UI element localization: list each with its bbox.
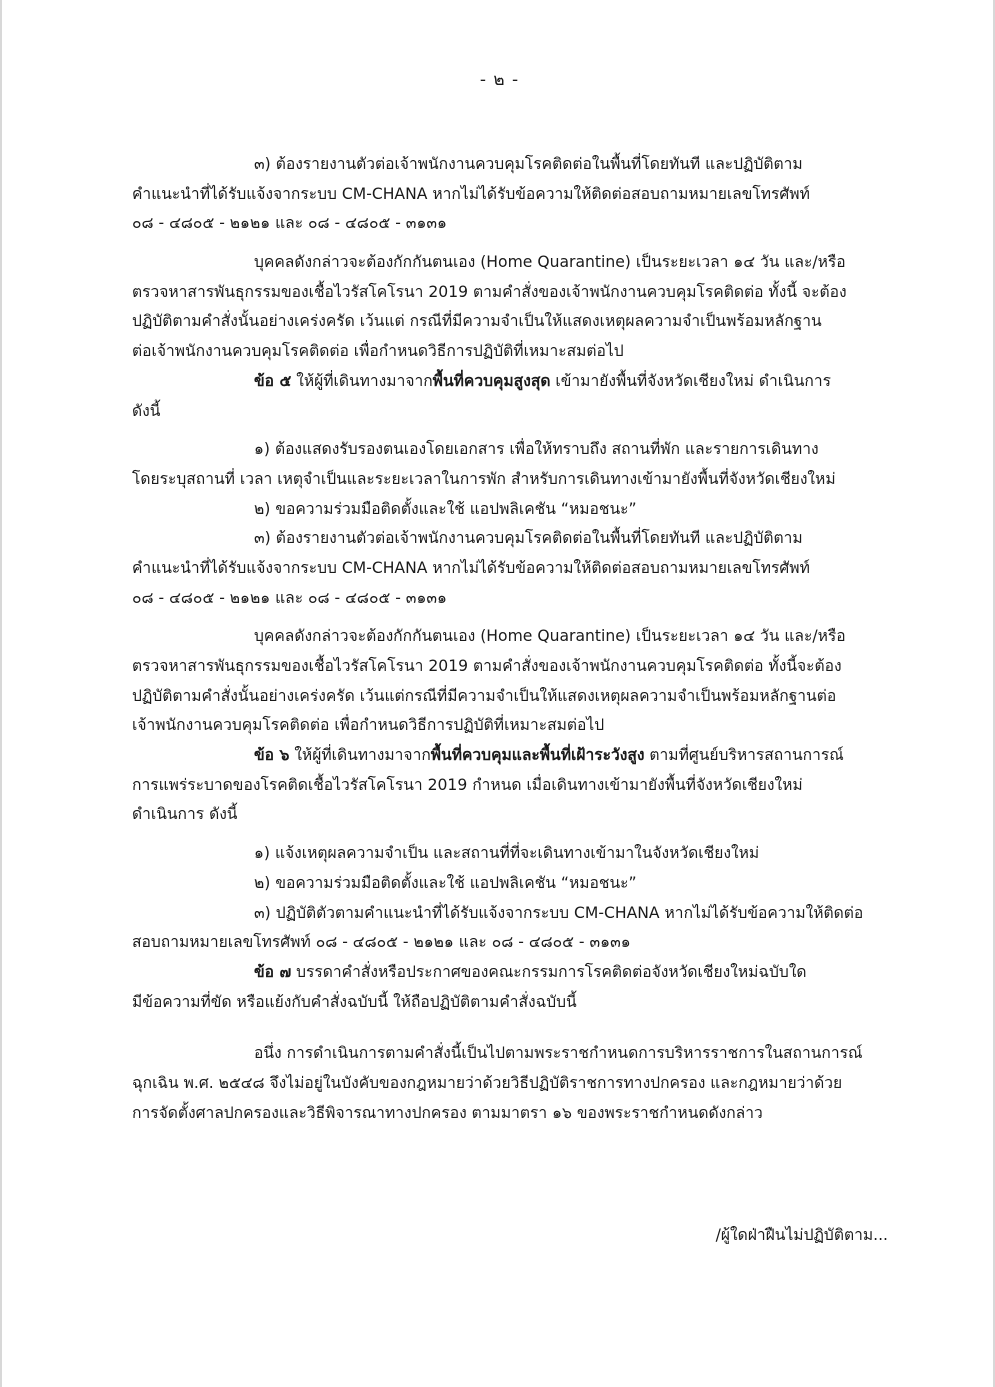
text-line: ๓) ต้องรายงานตัวต่อเจ้าพนักงานควบคุมโรคติดต่อในพื้นที่โดยทันที และปฏิบัติตาม bbox=[254, 529, 803, 548]
clause-6-heading bbox=[132, 741, 892, 771]
text-line: ต่อเจ้าพนักงานควบคุมโรคติดต่อ เพื่อกำหนดวิธีการปฏิบัติที่เหมาะสมต่อไป bbox=[132, 342, 624, 361]
clause-text: ให้ผู้ที่เดินทางมาจาก bbox=[291, 371, 433, 390]
clause-emphasis: พื้นที่ควบคุมสูงสุด bbox=[432, 371, 551, 390]
text-line: ๑) ต้องแสดงรับรองตนเองโดยเอกสาร เพื่อให้ทราบถึง สถานที่พัก และรายการเดินทาง bbox=[254, 440, 819, 459]
clause-text: ตามที่ศูนย์บริหารสถานการณ์ bbox=[644, 746, 844, 765]
text-line: มีข้อความที่ขัด หรือแย้งกับคำสั่งฉบับนี้ ให้ถือปฏิบัติตามคำสั่งฉบับนี้ bbox=[132, 992, 577, 1011]
text-line: ๐๘ - ๔๘๐๕ - ๒๑๒๑ และ ๐๘ - ๔๘๐๕ - ๓๑๓๑ bbox=[132, 214, 447, 233]
continuation-note: /ผู้ใดฝ่าฝืนไม่ปฏิบัติตาม... bbox=[715, 1226, 888, 1244]
clause-text: ให้ผู้ที่เดินทางมาจาก bbox=[289, 746, 431, 765]
text-line: โดยระบุสถานที่ เวลา เหตุจำเป็นและระยะเวลาในการพัก สำหรับการเดินทางเข้ามายังพื้นที่จังหวัดเชียงใหม่ bbox=[132, 469, 836, 488]
text-line: สอบถามหมายเลขโทรศัพท์ ๐๘ - ๔๘๐๕ - ๒๑๒๑ และ ๐๘ - ๔๘๐๕ - ๓๑๓๑ bbox=[132, 933, 631, 952]
text-line: ดังนี้ bbox=[132, 401, 161, 420]
text-line: บุคคลดังกล่าวจะต้องกักกันตนเอง (Home Quarantine) เป็นระยะเวลา ๑๔ วัน และ/หรือ bbox=[254, 253, 846, 272]
text-line: ๒) ขอความร่วมมือติดตั้งและใช้ แอปพลิเคชัน “หมอชนะ” bbox=[254, 499, 637, 518]
page-number: - ๒ - bbox=[479, 70, 520, 90]
clause-text: บรรดาคำสั่งหรือประกาศของคณะกรรมการโรคติดต่อจังหวัดเชียงใหม่ฉบับใด bbox=[291, 962, 807, 981]
text-line: เจ้าพนักงานควบคุมโรคติดต่อ เพื่อกำหนดวิธีการปฏิบัติที่เหมาะสมต่อไป bbox=[132, 716, 605, 735]
text-line: ตรวจหาสารพันธุกรรมของเชื้อไวรัสโคโรนา 2019 ตามคำสั่งของเจ้าพนักงานควบคุมโรคติดต่อ ทั้งนี้จะต้อง bbox=[132, 657, 842, 675]
document-body bbox=[132, 150, 892, 1128]
text-line: ดำเนินการ ดังนี้ bbox=[132, 805, 238, 824]
text-line: การแพร่ระบาดของโรคติดเชื้อไวรัสโคโรนา 2019 กำหนด เมื่อเดินทางเข้ามายังพื้นที่จังหวัดเชียงใหม่ bbox=[132, 775, 803, 794]
clause-number: ข้อ ๖ bbox=[254, 746, 290, 765]
text-line: คำแนะนำที่ได้รับแจ้งจากระบบ CM-CHANA หากไม่ได้รับข้อความให้ติดต่อสอบถามหมายเลขโทรศัพท์ bbox=[132, 558, 810, 577]
text-line: ตรวจหาสารพันธุกรรมของเชื้อไวรัสโคโรนา 2019 ตามคำสั่งของเจ้าพนักงานควบคุมโรคติดต่อ ทั้งนี้ จะต้อง bbox=[132, 282, 847, 301]
clause-text: เข้ามายังพื้นที่จังหวัดเชียงใหม่ ดำเนินการ bbox=[550, 371, 831, 390]
text-line: ปฏิบัติตามคำสั่งนั้นอย่างเคร่งครัด เว้นแต่กรณีที่มีความจำเป็นให้แสดงเหตุผลความจำเป็นพร้อมหลักฐานต่อ bbox=[132, 686, 837, 705]
text-line: ๓) ปฏิบัติตัวตามคำแนะนำที่ได้รับแจ้งจากระบบ CM-CHANA หากไม่ได้รับข้อความให้ติดต่อ bbox=[254, 903, 864, 922]
text-line: ๒) ขอความร่วมมือติดตั้งและใช้ แอปพลิเคชัน “หมอชนะ” bbox=[254, 873, 637, 892]
clause-number: ข้อ ๕ bbox=[254, 371, 292, 390]
text-line: ปฏิบัติตามคำสั่งนั้นอย่างเคร่งครัด เว้นแต่ กรณีที่มีความจำเป็นให้แสดงเหตุผลความจำเป็นพร้อมหลักฐาน bbox=[132, 312, 822, 331]
clause-5-heading bbox=[132, 367, 892, 397]
text-line: ๐๘ - ๔๘๐๕ - ๒๑๒๑ และ ๐๘ - ๔๘๐๕ - ๓๑๓๑ bbox=[132, 588, 447, 607]
text-line: คำแนะนำที่ได้รับแจ้งจากระบบ CM-CHANA หากไม่ได้รับข้อความให้ติดต่อสอบถามหมายเลขโทรศัพท์ bbox=[132, 184, 810, 203]
text-line: ๓) ต้องรายงานตัวต่อเจ้าพนักงานควบคุมโรคติดต่อในพื้นที่โดยทันที และปฏิบัติตาม bbox=[254, 155, 803, 173]
text-line: อนึ่ง การดำเนินการตามคำสั่งนี้เป็นไปตามพระราชกำหนดการบริหารราชการในสถานการณ์ bbox=[254, 1044, 863, 1063]
clause-7-heading bbox=[132, 958, 892, 988]
clause-number: ข้อ ๗ bbox=[254, 962, 292, 981]
text-line: ๑) แจ้งเหตุผลความจำเป็น และสถานที่ที่จะเดินทางเข้ามาในจังหวัดเชียงใหม่ bbox=[254, 844, 760, 863]
text-line: บุคคลดังกล่าวจะต้องกักกันตนเอง (Home Quarantine) เป็นระยะเวลา ๑๔ วัน และ/หรือ bbox=[254, 627, 846, 646]
text-line: การจัดตั้งศาลปกครองและวิธีพิจารณาทางปกครอง ตามมาตรา ๑๖ ของพระราชกำหนดดังกล่าว bbox=[132, 1103, 763, 1122]
clause-emphasis: พื้นที่ควบคุมและพื้นที่เฝ้าระวังสูง bbox=[430, 746, 645, 765]
text-line: ฉุกเฉิน พ.ศ. ๒๕๔๘ จึงไม่อยู่ในบังคับของกฎหมายว่าด้วยวิธีปฏิบัติราชการทางปกครอง และกฎหมายว่าด้วย bbox=[132, 1073, 843, 1092]
